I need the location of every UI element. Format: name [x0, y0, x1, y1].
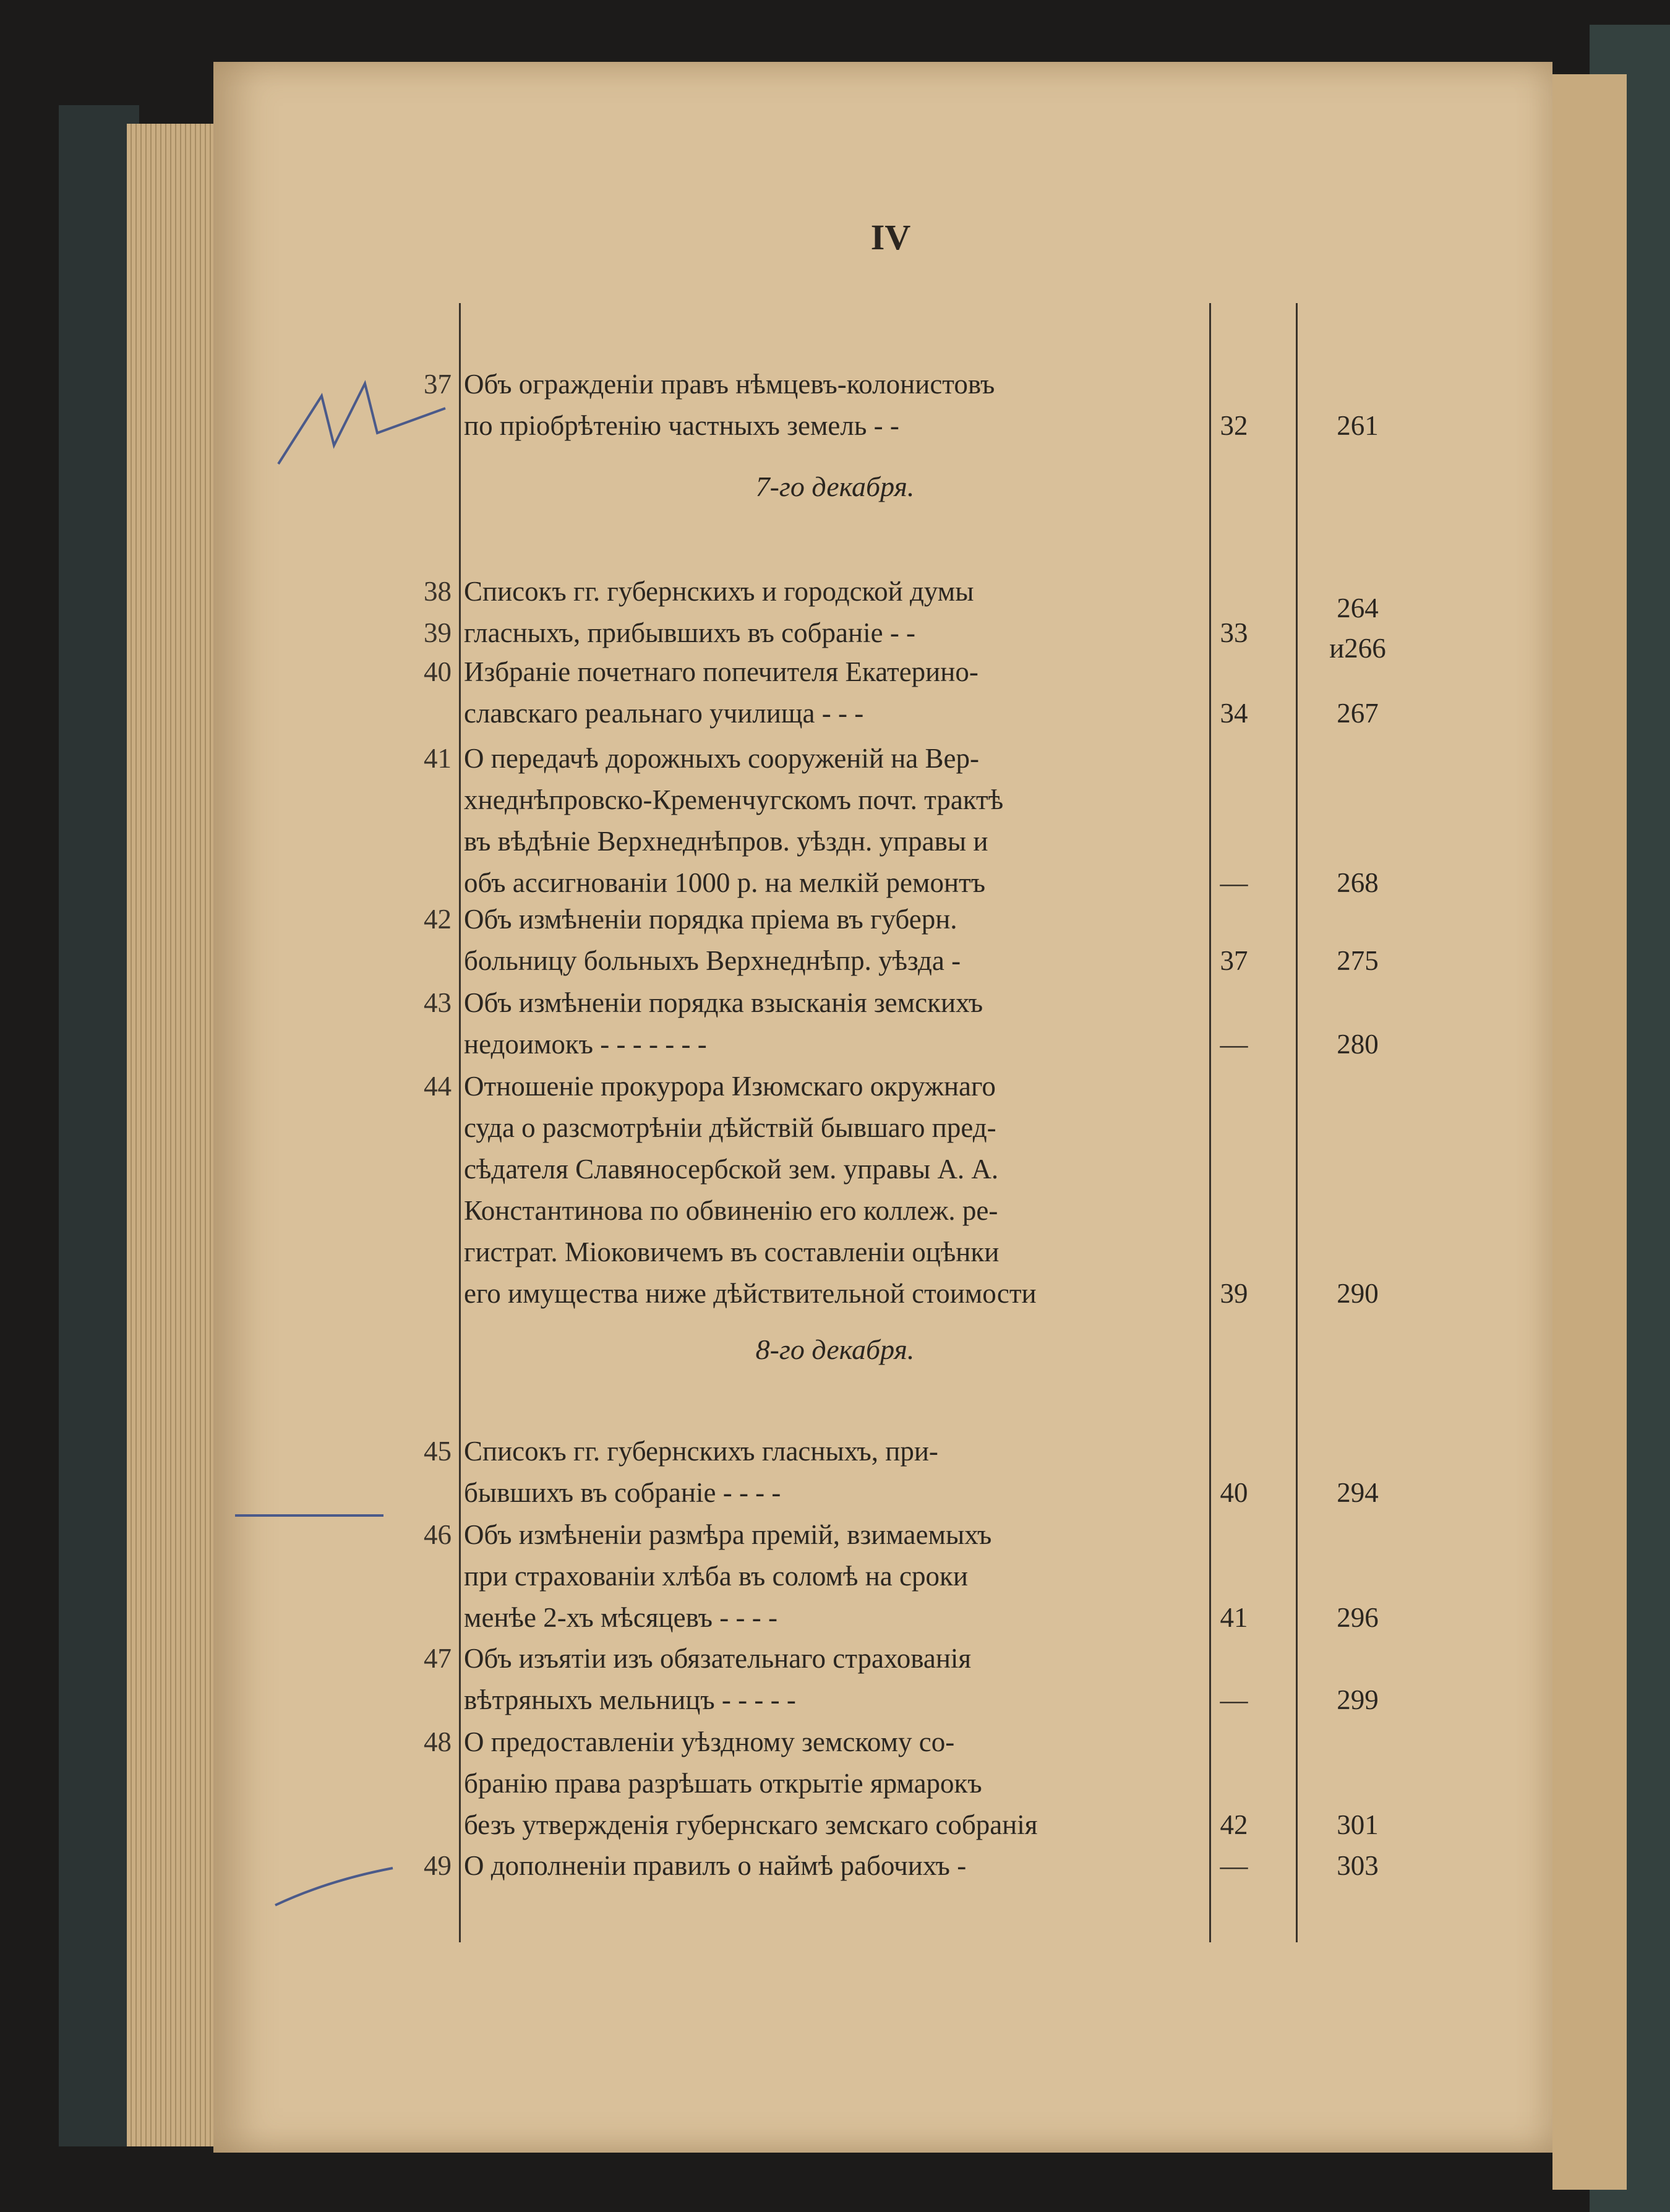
page-ref-report: 301 [1337, 1809, 1379, 1840]
entry-text-line: бранію права разрѣшать открытіе ярмарокъ [464, 1768, 982, 1799]
entry-text-line: его имущества ниже дѣйствительной стоимости [464, 1278, 1037, 1309]
page-ref-report: 261 [1337, 410, 1379, 441]
entry-number: 40 [424, 656, 452, 687]
page-ref-journal: 39 [1220, 1278, 1248, 1309]
page-ref-report: 303 [1337, 1850, 1379, 1881]
entry-number: 43 [424, 987, 452, 1018]
page-ref-journal: 34 [1220, 698, 1248, 729]
page-ref-journal: 37 [1220, 945, 1248, 976]
entry-text-line: хнеднѣпровско-Кременчугскомъ почт. трактѣ [464, 784, 1004, 815]
entry-text-line: О передачѣ дорожныхъ сооруженій на Вер- [464, 743, 980, 774]
pencil-mark-line-46 [235, 1509, 383, 1522]
entry-number: 42 [424, 904, 452, 935]
entry-text-line: Объ измѣненіи порядка пріема въ губерн. [464, 904, 957, 935]
entry-text-line: Отношеніе прокурора Изюмскаго окружнаго [464, 1071, 996, 1102]
page-ref-report: 275 [1337, 945, 1379, 976]
facing-page-edge [1552, 74, 1627, 2190]
entry-text-line: гласныхъ, прибывшихъ въ собраніе - - [464, 617, 916, 648]
page-ref-journal: — [1220, 1684, 1248, 1715]
entry-number: 46 [424, 1519, 452, 1550]
entry-text-line: гистрат. Міоковичемъ въ составленіи оцѣнки [464, 1237, 1000, 1267]
pencil-mark-scribble [272, 371, 458, 470]
page-stack-edges [127, 124, 226, 2146]
entry-text-line: объ ассигнованіи 1000 р. на мелкій ремонтъ [464, 867, 986, 898]
entry-text-line: недоимокъ - - - - - - - [464, 1029, 707, 1060]
entry-text-line: суда о разсмотрѣніи дѣйствій бывшаго пред- [464, 1112, 996, 1143]
page-ref-report: 290 [1337, 1278, 1379, 1309]
page-ref-journal: 41 [1220, 1602, 1248, 1633]
entry-text-line: безъ утвержденія губернскаго земскаго собранія [464, 1809, 1038, 1840]
entry-text-line: бывшихъ въ собраніе - - - - [464, 1477, 781, 1508]
entry-text-line: въ вѣдѣніе Верхнеднѣпров. уѣздн. управы и [464, 826, 988, 857]
page-ref-journal: — [1220, 867, 1248, 898]
entry-text-line: менѣе 2-хъ мѣсяцевъ - - - - [464, 1602, 777, 1633]
column-rule-right [1296, 303, 1298, 1942]
entry-text-line: Константинова по обвиненію его коллеж. ре- [464, 1195, 998, 1226]
page-ref-report: 268 [1337, 867, 1379, 898]
entry-text-line: Объ огражденіи правъ нѣмцевъ-колонистовъ [464, 369, 995, 400]
page-number: IV [870, 217, 911, 257]
page-ref-journal: 32 [1220, 410, 1248, 441]
entry-text-line: славскаго реальнаго училища - - - [464, 698, 864, 729]
entry-number: 38 [424, 576, 452, 607]
entry-text-line: Списокъ гг. губернскихъ гласныхъ, при- [464, 1436, 938, 1467]
page-ref-report: 294 [1337, 1477, 1379, 1508]
entry-text-line: Объ изъятіи изъ обязательнаго страхованія [464, 1643, 972, 1674]
page-ref-report: 267 [1337, 698, 1379, 729]
entry-number: 39 [424, 617, 452, 648]
page-ref-report: 280 [1337, 1029, 1379, 1060]
page-ref-journal: 40 [1220, 1477, 1248, 1508]
entry-number: 47 [424, 1643, 452, 1674]
entry-number: 44 [424, 1071, 452, 1102]
column-rule-left [459, 303, 461, 1942]
page-ref-report: 264 [1337, 593, 1379, 624]
entry-number: 41 [424, 743, 452, 774]
entry-text-line: Избраніе почетнаго попечителя Екатерино- [464, 656, 978, 687]
entry-text-line: Списокъ гг. губернскихъ и городской думы [464, 576, 974, 607]
pencil-mark-line-49 [272, 1856, 396, 1911]
date-header-7-dec: 7-го декабря. [755, 471, 915, 502]
page-ref-report: 296 [1337, 1602, 1379, 1633]
entry-text-line: Объ измѣненіи размѣра премій, взимаемыхъ [464, 1519, 992, 1550]
entry-number: 48 [424, 1726, 452, 1757]
entry-number: 49 [424, 1850, 452, 1881]
page-ref-journal: 42 [1220, 1809, 1248, 1840]
entry-number: 45 [424, 1436, 452, 1467]
page-ref-journal: 33 [1220, 617, 1248, 648]
date-header-8-dec: 8-го декабря. [755, 1334, 915, 1365]
entry-text-line: больницу больныхъ Верхнеднѣпр. уѣзда - [464, 945, 961, 976]
entry-text-line: вѣтряныхъ мельницъ - - - - - [464, 1684, 796, 1715]
entry-number: 37 [424, 369, 452, 400]
page-ref-journal: — [1220, 1029, 1248, 1060]
page-ref-report: 299 [1337, 1684, 1379, 1715]
page-ref-journal: — [1220, 1850, 1248, 1881]
entry-text-line: О дополненіи правилъ о наймѣ рабочихъ - [464, 1850, 967, 1881]
entry-text-line: по пріобрѣтенію частныхъ земель - - [464, 410, 899, 441]
entry-text-line: Объ измѣненіи порядка взысканія земскихъ [464, 987, 983, 1018]
entry-text-line: при страхованіи хлѣба въ соломѣ на сроки [464, 1561, 968, 1592]
entry-text-line: О предоставленіи уѣздному земскому со- [464, 1726, 955, 1757]
entry-text-line: сѣдателя Славяносербской зем. управы А. А. [464, 1154, 999, 1185]
page-ref-report: и266 [1329, 633, 1386, 664]
